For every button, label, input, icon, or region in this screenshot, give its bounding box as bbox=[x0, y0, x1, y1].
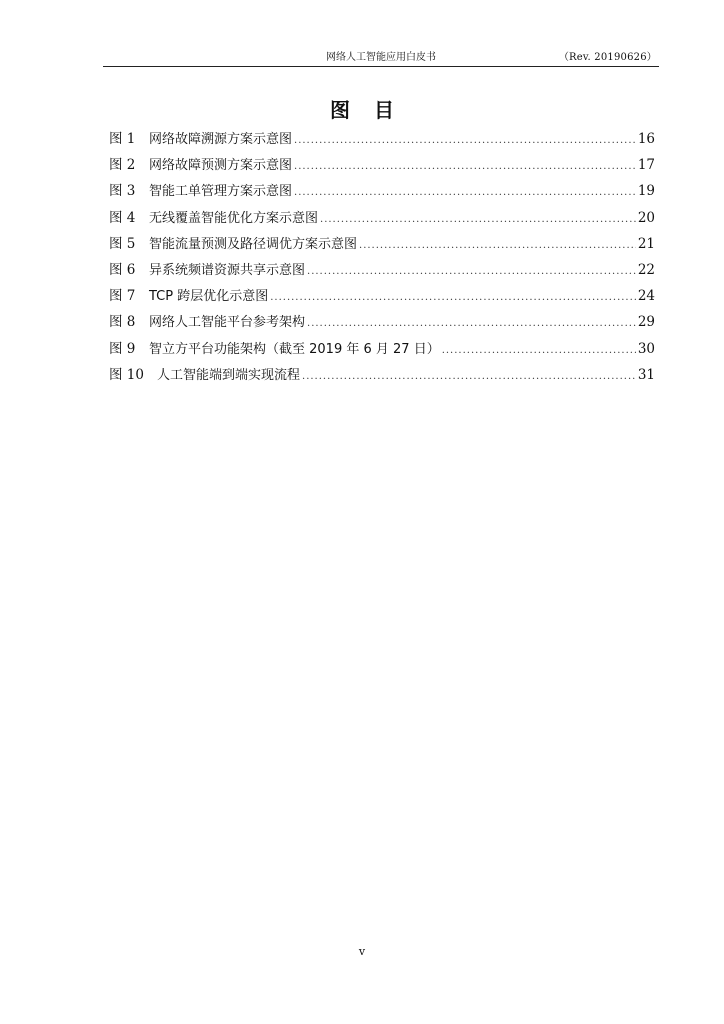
toc-entry[interactable] bbox=[109, 260, 655, 286]
figure-number: 图 5 bbox=[109, 235, 136, 252]
page-reference[interactable]: 22 bbox=[637, 261, 655, 278]
page-number: v bbox=[358, 945, 366, 958]
dot-leader bbox=[294, 131, 636, 151]
figure-number: 图 8 bbox=[109, 314, 136, 331]
page-reference[interactable]: 16 bbox=[637, 131, 655, 147]
toc-entry[interactable] bbox=[109, 286, 655, 312]
page-reference[interactable]: 29 bbox=[637, 314, 655, 331]
figure-number: 图 3 bbox=[109, 183, 136, 200]
toc-entry[interactable] bbox=[109, 312, 655, 338]
figure-number: 图 4 bbox=[109, 209, 136, 226]
figure-title[interactable]: TCP 跨层优化示意图 bbox=[149, 289, 269, 305]
page-reference[interactable]: 20 bbox=[637, 209, 655, 226]
toc-entry[interactable] bbox=[109, 234, 655, 260]
document-title: 网络人工智能应用白皮书 bbox=[326, 52, 436, 63]
page-title: 图目 bbox=[330, 98, 418, 122]
figure-number: 图 7 bbox=[109, 288, 136, 305]
figure-number: 图 9 bbox=[109, 340, 136, 357]
page-reference[interactable]: 19 bbox=[637, 183, 655, 200]
figure-number: 图 1 bbox=[109, 131, 136, 147]
figure-title[interactable]: 智能工单管理方案示意图 bbox=[149, 184, 293, 200]
figure-number: 图 10 bbox=[109, 366, 144, 383]
figure-title[interactable]: 异系统频谱资源共享示意图 bbox=[149, 262, 306, 278]
page-reference[interactable]: 21 bbox=[637, 235, 655, 252]
page-reference[interactable]: 24 bbox=[637, 288, 655, 305]
figure-title[interactable]: 网络人工智能平台参考架构 bbox=[149, 315, 306, 331]
page-header bbox=[103, 50, 659, 67]
figure-title[interactable]: 网络故障溯源方案示意图 bbox=[149, 132, 293, 147]
toc-entry[interactable] bbox=[109, 129, 655, 155]
figure-title[interactable]: 智立方平台功能架构（截至 2019 年 6 月 27 日） bbox=[149, 341, 440, 357]
dot-leader bbox=[359, 236, 636, 256]
figure-title[interactable]: 网络故障预测方案示意图 bbox=[149, 158, 293, 174]
dot-leader bbox=[302, 367, 636, 387]
toc-entry[interactable] bbox=[109, 365, 655, 391]
figure-number: 图 6 bbox=[109, 261, 136, 278]
figure-number: 图 2 bbox=[109, 157, 136, 174]
dot-leader bbox=[307, 262, 636, 282]
toc-entry[interactable] bbox=[109, 155, 655, 181]
page-reference[interactable]: 17 bbox=[637, 157, 655, 174]
revision-label: （Rev. 20190626） bbox=[558, 52, 657, 63]
toc-entry[interactable] bbox=[109, 339, 655, 365]
dot-leader bbox=[270, 288, 636, 308]
dot-leader bbox=[294, 157, 636, 177]
toc-entry[interactable] bbox=[109, 208, 655, 234]
page-reference[interactable]: 31 bbox=[637, 366, 655, 383]
toc-entry[interactable] bbox=[109, 181, 655, 207]
dot-leader bbox=[294, 183, 636, 203]
dot-leader bbox=[307, 314, 636, 334]
figure-title[interactable]: 人工智能端到端实现流程 bbox=[157, 367, 301, 383]
page-reference[interactable]: 30 bbox=[637, 340, 655, 357]
dot-leader bbox=[320, 210, 636, 230]
figure-title[interactable]: 无线覆盖智能优化方案示意图 bbox=[149, 210, 319, 226]
figure-title[interactable]: 智能流量预测及路径调优方案示意图 bbox=[149, 236, 358, 252]
figure-list bbox=[109, 129, 655, 391]
dot-leader bbox=[442, 341, 636, 361]
